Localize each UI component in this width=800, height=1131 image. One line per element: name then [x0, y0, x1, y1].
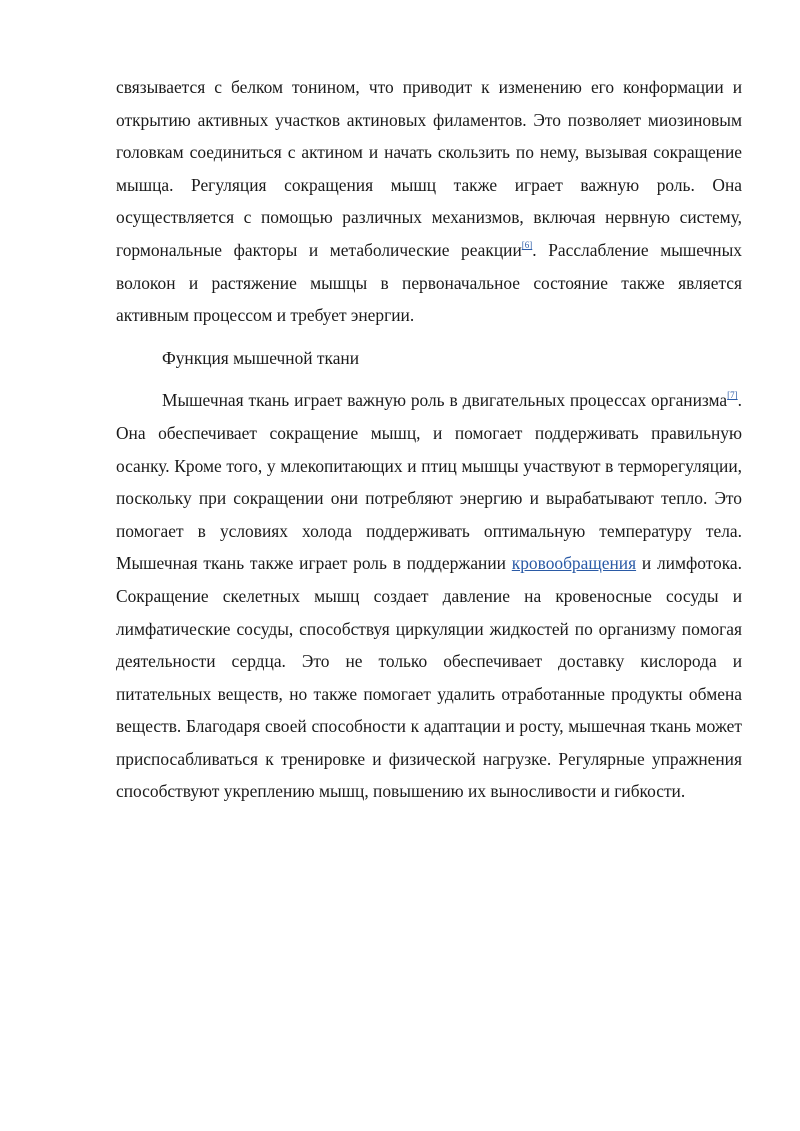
citation-ref-7[interactable] — [727, 390, 738, 400]
paragraph-text: Мышечная ткань играет важную роль в двигательных процессах организма — [162, 390, 728, 411]
document-body — [116, 71, 742, 808]
paragraph-text: связывается с белком тонином, что приводит к изменению его конформации и открытию активных участков актиновых филаментов. Это позволяет миозиновым головкам соединиться с актином и начать скользить по нему, вызывая сокращение мышца. Регуляция сокращения мышц также играет важную роль. Она осуществляется с помощью различных механизмов, включая нервную систему, гормональные факторы и метаболические реакции — [116, 77, 742, 260]
citation-link[interactable]: [6] — [521, 239, 533, 250]
paragraph-muscle-contraction — [116, 71, 742, 332]
paragraph-text: и лимфотока. Сокращение скелетных мышц создает давление на кровеносные сосуды и лимфатические сосуды, способствуя циркуляции жидкостей по организму помогая деятельности сердца. Это не только обеспечивает доставку кислорода и питательных веществ, но также помогает удалить отработанные продукты обмена веществ. Благодаря своей способности к адаптации и росту, мышечная ткань может приспосабливаться к тренировке и физической нагрузке. Регулярные упражнения способствуют укреплению мышц, повышению их выносливости и гибкости. — [116, 553, 743, 802]
citation-link[interactable]: [7] — [727, 390, 738, 401]
paragraph-text: . Она обеспечивает сокращение мышц, и помогает поддерживать правильную осанку. Кроме того, у млекопитающих и птиц мышцы участвуют в терморегуляции, поскольку при сокращении они потребляют энергию и вырабатывают тепло. Это помогает в условиях холода поддерживать оптимальную температуру тела. Мышечная ткань также играет роль в поддержании — [116, 390, 742, 574]
citation-ref-6[interactable] — [522, 240, 533, 250]
paragraph-text: . Расслабление мышечных волокон и растяжение мышцы в первоначальное состояние также является активным процессом и требует энергии. — [116, 239, 742, 326]
section-heading: Функция мышечной ткани — [162, 347, 360, 368]
paragraph-muscle-function — [116, 384, 742, 808]
blood-circulation-link[interactable]: кровообращения — [511, 553, 637, 574]
